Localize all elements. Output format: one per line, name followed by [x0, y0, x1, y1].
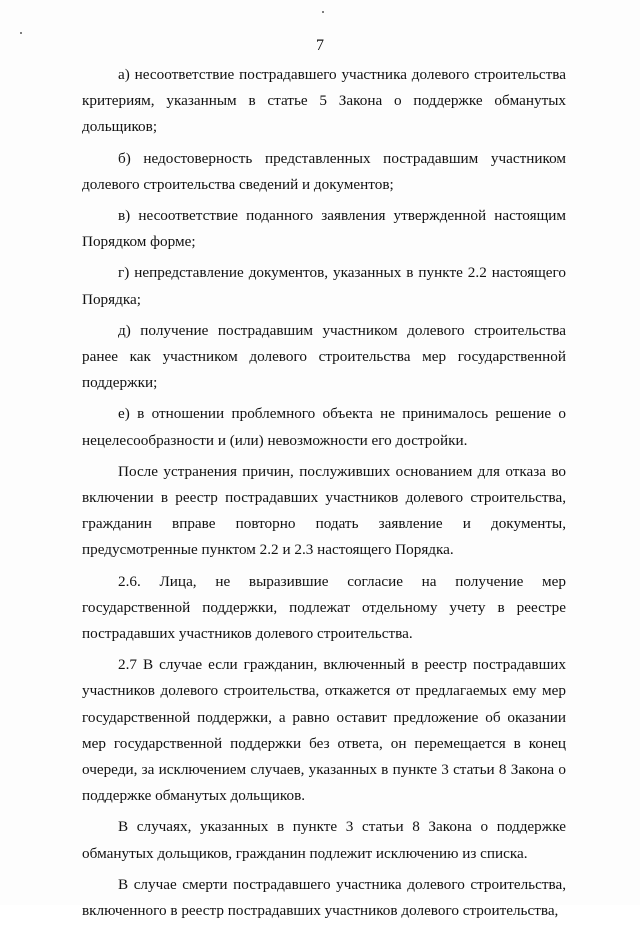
- document-body: [82, 62, 566, 929]
- paragraph-resubmission: После устранения причин, послуживших основанием для отказа во включении в реестр пострадавших участников долевого строительства, гражданин вправе повторно подать заявление и документы, предусмотренные пунктом 2.2 и 2.3 настоящего Порядка.: [82, 462, 566, 559]
- scan-speck: [322, 11, 324, 13]
- paragraph-item-v: в) несоответствие поданного заявления утвержденной настоящим Порядком форме;: [82, 207, 566, 251]
- page-number: 7: [316, 37, 324, 54]
- paragraph-item-a: а) несоответствие пострадавшего участника долевого строительства критериям, указанным в статье 5 Закона о поддержке обманутых дольщиков;: [82, 66, 566, 136]
- paragraph-item-e: е) в отношении проблемного объекта не принималось решение о нецелесообразности и (или) невозможности его достройки.: [82, 405, 566, 449]
- paragraph-exclusion: В случаях, указанных в пункте 3 статьи 8 Закона о поддержке обманутых дольщиков, гражданин подлежит исключению из списка.: [82, 818, 566, 862]
- paragraph-item-b: б) недостоверность представленных пострадавшим участником долевого строительства сведений и документов;: [82, 149, 566, 193]
- paragraph-item-d: д) получение пострадавшим участником долевого строительства ранее как участником долевого строительства мер государственной поддержки;: [82, 321, 566, 392]
- paragraph-death-case: В случае смерти пострадавшего участника долевого строительства, включенного в реестр пострадавших участников долевого строительства,: [82, 875, 566, 920]
- paragraph-2-7: 2.7 В случае если гражданин, включенный в реестр пострадавших участников долевого строительства, откажется от предлагаемых ему мер государственной поддержки, а равно оставит предложение об оказании мер государственной поддержки без ответа, он перемещается в конец очереди, за исключением случаев, указанных в пункте 3 статьи 8 Закона о поддержке обманутых дольщиков.: [82, 656, 566, 805]
- scan-speck: [20, 32, 22, 34]
- paragraph-item-g: г) непредставление документов, указанных в пункте 2.2 настоящего Порядка;: [82, 264, 566, 308]
- paragraph-2-6: 2.6. Лица, не выразившие согласие на получение мер государственной поддержки, подлежат отдельному учету в реестре пострадавших участников долевого строительства.: [82, 572, 566, 643]
